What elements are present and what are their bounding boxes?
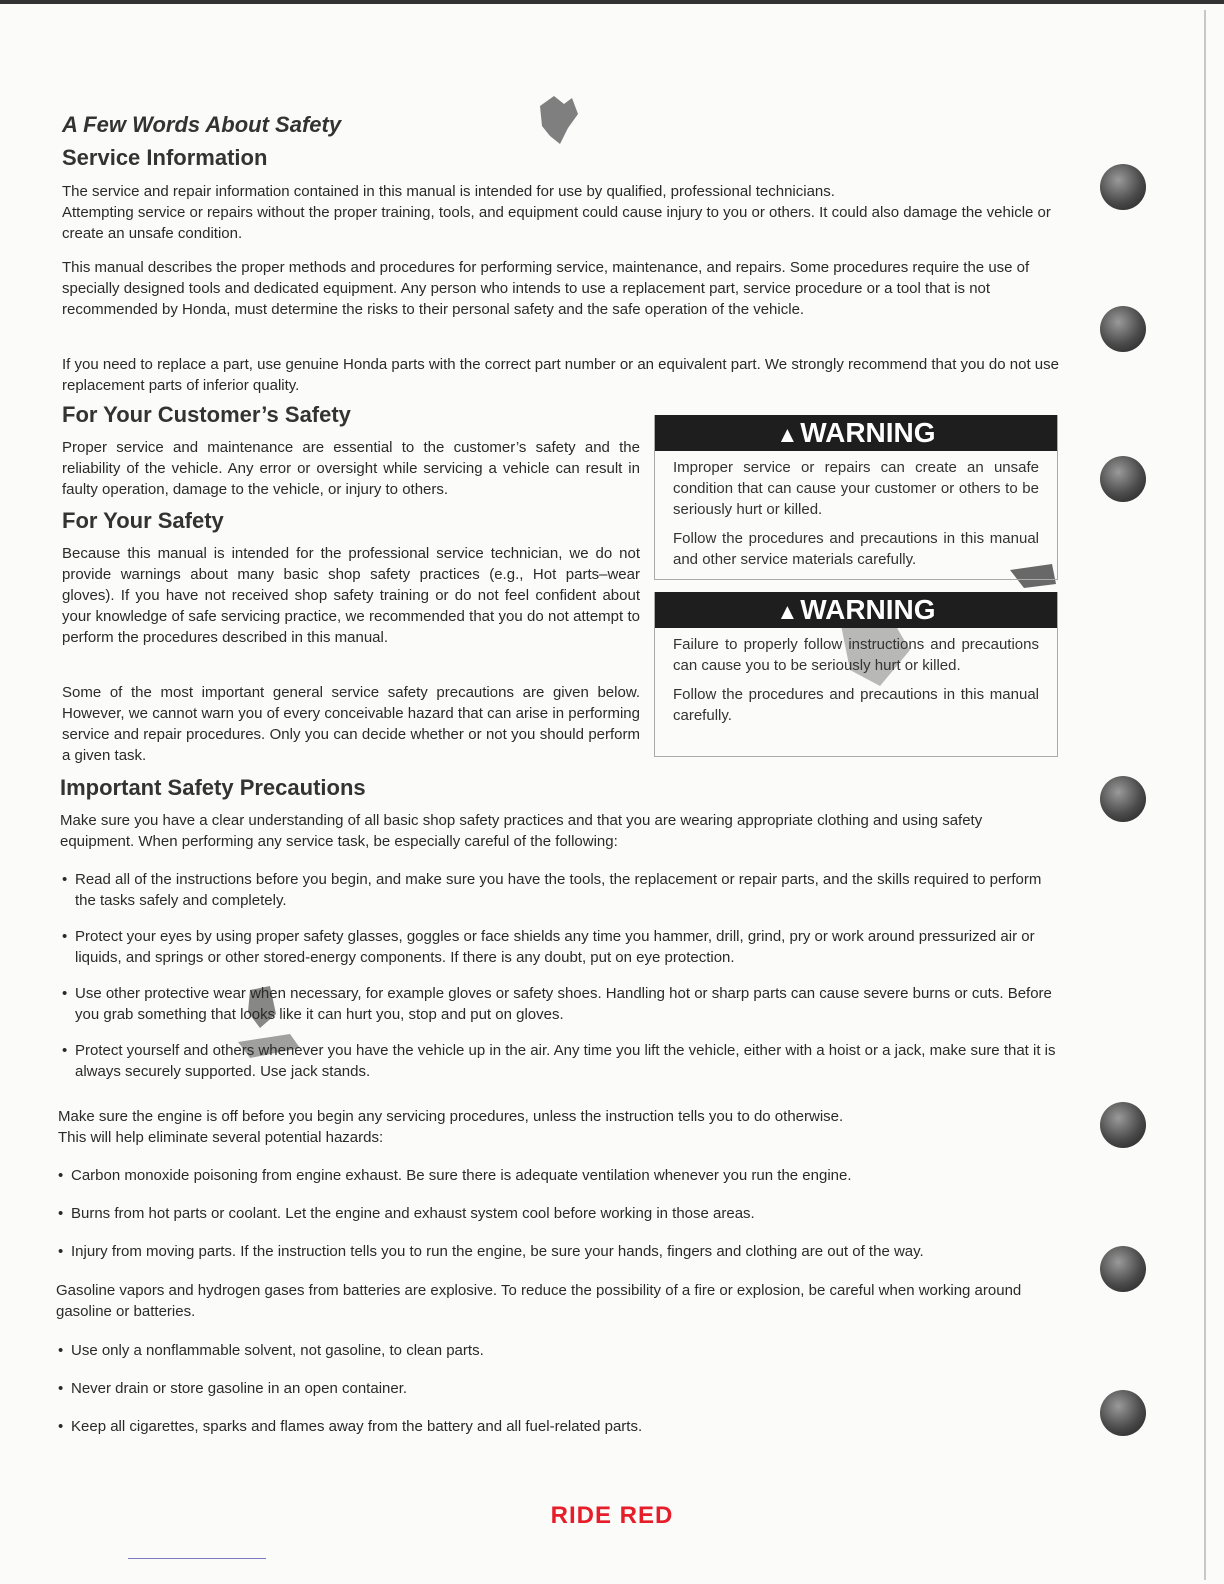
page-edge xyxy=(1204,10,1206,1580)
list-item: • Never drain or store gasoline in an open container. xyxy=(58,1378,1054,1399)
top-rule xyxy=(0,0,1224,4)
binder-hole xyxy=(1100,164,1146,210)
customer-safety-title: For Your Customer’s Safety xyxy=(62,402,351,427)
warning-1-p1: Improper service or repairs can create an unsafe condition that can cause your customer or others to be seriously hurt or killed. xyxy=(673,459,1039,518)
precautions-list xyxy=(62,869,1058,1082)
service-info-title: Service Information xyxy=(62,145,268,170)
list-item: • Use other protective wear when necessary, for example gloves or safety shoes. Handling hot or sharp parts can cause severe burns or cuts. Before you grab something that looks like it can hurt you, stop and put on gloves. xyxy=(62,983,1058,1025)
engine-off-a: Make sure the engine is off before you begin any servicing procedures, unless the instruction tells you to do otherwise. xyxy=(58,1108,844,1125)
binder-hole xyxy=(1100,456,1146,502)
warning-label: WARNING xyxy=(800,594,936,625)
warning-2-p2: Follow the procedures and precautions in this manual carefully. xyxy=(673,686,1039,724)
list-item: • Read all of the instructions before you begin, and make sure you have the tools, the replacement or repair parts, and the skills required to perform the tasks safely and completely. xyxy=(62,869,1058,911)
gasoline-list xyxy=(58,1340,1054,1437)
service-info-p1 xyxy=(62,181,1060,244)
your-safety-p2: Some of the most important general service safety precautions are given below. However, we cannot warn you of every conceivable hazard that can arise in performing service and repair procedures. Only you can decide whether or not you should perform a given task. xyxy=(62,684,640,764)
service-info-p2: This manual describes the proper methods and procedures for performing service, maintenance, and repairs. Some procedures require the use of specially designed tools and dedicated equipment. Any person who intends to use a replacement part, service procedure or a tool that is not recommended by Honda, must determine the risks to their personal safety and the safe operation of the vehicle. xyxy=(62,259,1030,318)
precautions-intro: Make sure you have a clear understanding of all basic shop safety practices and that you are wearing appropriate clothing and using safety equipment. When performing any service task, be especially careful of the following: xyxy=(60,812,983,850)
gasoline-text: Gasoline vapors and hydrogen gases from batteries are explosive. To reduce the possibility of a fire or explosion, be careful when working around gasoline or batteries. xyxy=(56,1282,1022,1320)
your-safety-title: For Your Safety xyxy=(62,508,224,533)
page-heading: A Few Words About Safety xyxy=(62,112,342,137)
binder-hole xyxy=(1100,1246,1146,1292)
your-safety-p1: Because this manual is intended for the professional service technician, we do not provide warnings about many basic shop safety practices (e.g., Hot parts–wear gloves). If you have not received shop safety training or do not feel confident about your knowledge of safe servicing practice, we recommended that you do not attempt to perform the procedures described in this manual. xyxy=(62,545,640,646)
list-item: • Protect yourself and others whenever you have the vehicle up in the air. Any time you lift the vehicle, either with a hoist or a jack, make sure that it is always securely supported. Use jack stands. xyxy=(62,1040,1058,1082)
hazards-list xyxy=(58,1165,1054,1262)
warning-1-p2: Follow the procedures and precautions in this manual and other service materials carefully. xyxy=(673,530,1039,568)
binder-hole xyxy=(1100,306,1146,352)
warning-header xyxy=(655,415,1057,451)
list-item: • Use only a nonflammable solvent, not gasoline, to clean parts. xyxy=(58,1340,1054,1361)
warning-header xyxy=(655,592,1057,628)
warning-triangle-icon: ▲ xyxy=(776,599,799,624)
binder-hole xyxy=(1100,776,1146,822)
service-info-p3: If you need to replace a part, use genuine Honda parts with the correct part number or an equivalent part. We strongly recommend that you do not use replacement parts of inferior quality. xyxy=(62,356,1059,394)
list-item: • Injury from moving parts. If the instruction tells you to run the engine, be sure your hands, fingers and clothing are out of the way. xyxy=(58,1241,1054,1262)
ride-red-logo: RIDE RED xyxy=(550,1502,674,1529)
engine-off-text xyxy=(58,1106,1056,1148)
warning-2-p1: Failure to properly follow instructions and precautions can cause you to be seriously hurt or killed. xyxy=(673,636,1039,674)
binder-hole xyxy=(1100,1390,1146,1436)
binder-hole xyxy=(1100,1102,1146,1148)
list-item: • Burns from hot parts or coolant. Let the engine and exhaust system cool before working in those areas. xyxy=(58,1203,1054,1224)
service-info-p1-b: Attempting service or repairs without the proper training, tools, and equipment could cause injury to you or others. It could also damage the vehicle or create an unsafe condition. xyxy=(62,204,1051,242)
engine-off-b: This will help eliminate several potential hazards: xyxy=(58,1129,384,1146)
ink-smudge xyxy=(520,88,590,160)
warning-box-2 xyxy=(654,592,1058,757)
list-item: • Carbon monoxide poisoning from engine exhaust. Be sure there is adequate ventilation whenever you run the engine. xyxy=(58,1165,1054,1186)
footer-rule xyxy=(128,1558,266,1559)
customer-safety-p1: Proper service and maintenance are essential to the customer’s safety and the reliability of the vehicle. Any error or oversight while servicing a vehicle can result in faulty operation, damage to the vehicle, or injury to others. xyxy=(62,439,640,498)
precautions-title: Important Safety Precautions xyxy=(60,775,366,800)
warning-box-1 xyxy=(654,415,1058,580)
list-item: • Protect your eyes by using proper safety glasses, goggles or face shields any time you hammer, drill, grind, pry or work around pressurized air or liquids, and springs or other stored-energy components. If there is any doubt, put on eye protection. xyxy=(62,926,1058,968)
warning-label: WARNING xyxy=(800,417,936,448)
warning-triangle-icon: ▲ xyxy=(776,422,799,447)
service-info-p1-a: The service and repair information contained in this manual is intended for use by qualified, professional technicians. xyxy=(62,183,835,200)
list-item: • Keep all cigarettes, sparks and flames away from the battery and all fuel-related parts. xyxy=(58,1416,1054,1437)
